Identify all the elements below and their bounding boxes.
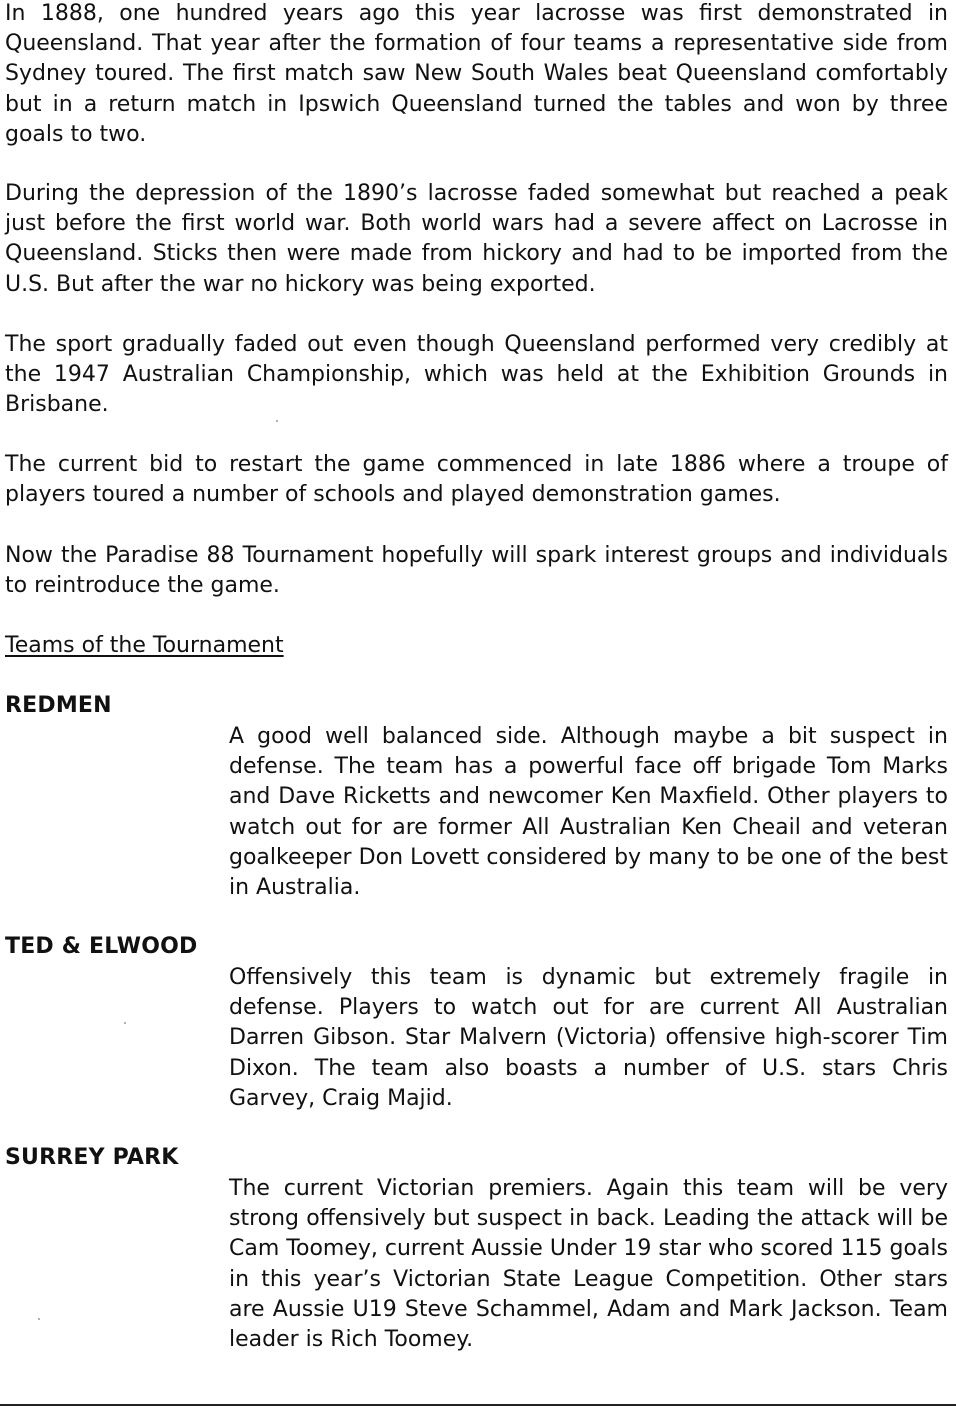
scan-speck — [38, 1318, 40, 1320]
bottom-rule — [0, 1404, 956, 1406]
team-name-ted-elwood: TED & ELWOOD — [5, 934, 198, 959]
scan-speck — [124, 1022, 126, 1024]
team-description-ted-elwood: Offensively this team is dynamic but extremely fragile in defense. Players to watch out for are current All Australian Darren Gibson. Star Malvern (Victoria) offensive high-scorer Tim Dixon. The team also boasts a number of U.S. stars Chris Garvey, Craig Majid. — [229, 965, 948, 1111]
paragraph-1947-championship: The sport gradually faded out even though Queensland performed very credibly at the 1947 Australian Championship, which was held at the Exhibition Grounds in Brisbane. — [5, 332, 948, 418]
team-description-redmen: A good well balanced side. Although maybe a bit suspect in defense. The team has a powerful face off brigade Tom Marks and Dave Ricketts and newcomer Ken Maxfield. Other players to watch out for are former All Australian Ken Cheail and veteran goalkeeper Don Lovett considered by many to be one of the best in Australia. — [229, 724, 948, 901]
paragraph-paradise-88: Now the Paradise 88 Tournament hopefully will spark interest groups and individuals to reintroduce the game. — [5, 543, 948, 599]
team-description-surrey-park: The current Victorian premiers. Again this team will be very strong offensively but suspect in back. Leading the attack will be Cam Toomey, current Aussie Under 19 star who scored 115 goals in this year’s Victorian State League Competition. Other stars are Aussie U19 Steve Schammel, Adam and Mark Jackson. Team leader is Rich Toomey. — [229, 1176, 948, 1353]
team-name-surrey-park: SURREY PARK — [5, 1145, 179, 1170]
team-name-redmen: REDMEN — [5, 693, 112, 718]
paragraph-current-bid: The current bid to restart the game commenced in late 1886 where a troupe of players toured a number of schools and played demonstration games. — [5, 452, 948, 508]
scan-speck — [276, 420, 278, 422]
paragraph-depression-era: During the depression of the 1890’s lacrosse faded somewhat but reached a peak just before the first world war. Both world wars had a severe affect on Lacrosse in Queensland. Sticks then were made from hickory and had to be imported from the U.S. But after the war no hickory was being exported. — [5, 181, 948, 297]
teams-heading: Teams of the Tournament — [5, 633, 284, 658]
paragraph-history-1888: In 1888, one hundred years ago this year lacrosse was first demonstrated in Queensland. That year after the formation of four teams a representative side from Sydney toured. The first match saw New South Wales beat Queensland comfortably but in a return match in Ipswich Queensland turned the tables and won by three goals to two. — [5, 1, 948, 147]
